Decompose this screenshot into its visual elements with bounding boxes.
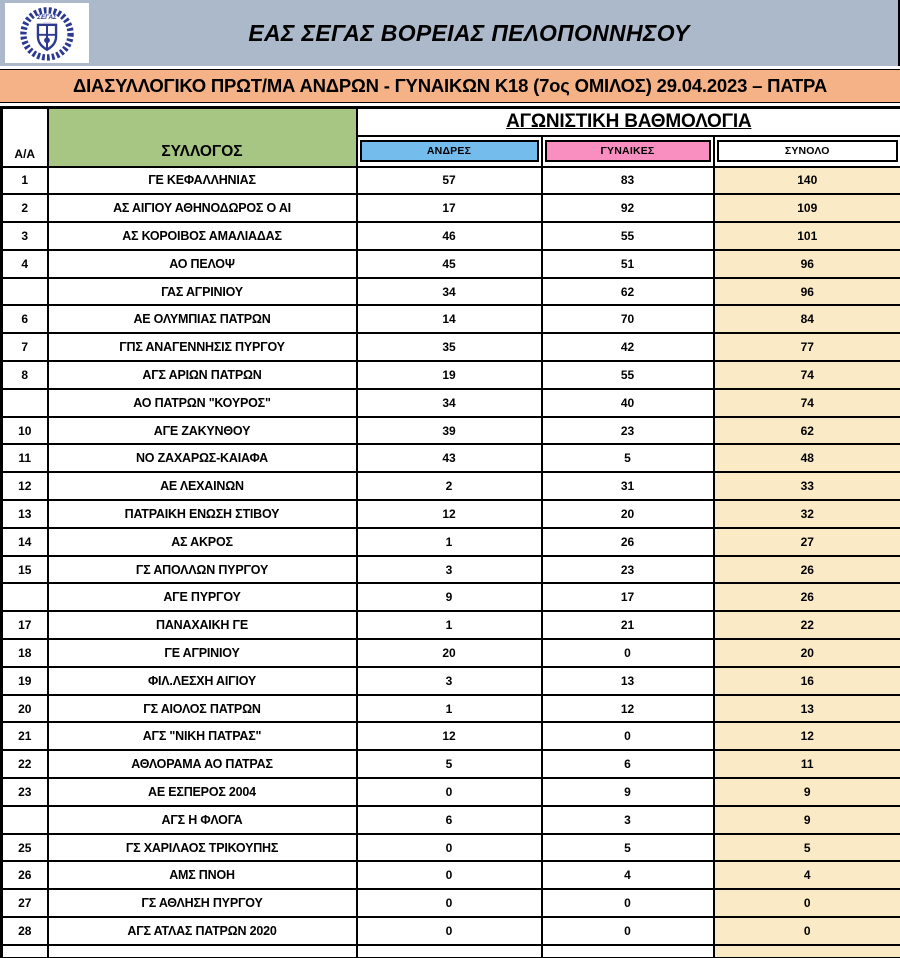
men-points-cell: 34 — [357, 278, 542, 306]
table-row — [2, 194, 900, 222]
rank-cell: 27 — [2, 889, 48, 917]
club-name-cell: ΠΑΤΡΑΙΚΗ ΕΝΩΣΗ ΣΤΙΒΟΥ — [48, 500, 357, 528]
women-points-cell: 12 — [542, 695, 714, 723]
total-points-cell: 74 — [714, 361, 900, 389]
column-header-scoring-group: ΑΓΩΝΙΣΤΙΚΗ ΒΑΘΜΟΛΟΓΙΑ — [357, 108, 900, 136]
rank-cell: 10 — [2, 417, 48, 445]
men-points-cell: 0 — [357, 778, 542, 806]
total-points-cell: 4 — [714, 861, 900, 889]
total-points-cell: 96 — [714, 278, 900, 306]
rank-cell: 11 — [2, 444, 48, 472]
total-points-cell: 74 — [714, 389, 900, 417]
men-points-cell: 1 — [357, 528, 542, 556]
table-row — [2, 528, 900, 556]
club-name-cell: ΓΣ ΑΠΟΛΛΩΝ ΠΥΡΓΟΥ — [48, 556, 357, 584]
women-points-cell: 6 — [542, 750, 714, 778]
men-points-cell: 43 — [357, 444, 542, 472]
women-points-cell: 0 — [542, 639, 714, 667]
club-name-cell: ΑΣ ΑΙΓΙΟΥ ΑΘΗΝΟΔΩΡΟΣ Ο ΑΙ — [48, 194, 357, 222]
club-name-cell: ΓΠΣ ΑΝΑΓΕΝΝΗΣΙΣ ΠΥΡΓΟΥ — [48, 333, 357, 361]
rank-cell: 23 — [2, 778, 48, 806]
segas-logo — [5, 3, 89, 63]
men-points-cell: 1 — [357, 695, 542, 723]
table-row — [2, 278, 900, 306]
rank-cell: 20 — [2, 695, 48, 723]
total-points-cell: 0 — [714, 917, 900, 945]
men-points-cell: 5 — [357, 750, 542, 778]
women-points-cell: 5 — [542, 444, 714, 472]
table-row — [2, 834, 900, 862]
rank-cell: 25 — [2, 834, 48, 862]
total-points-cell: 26 — [714, 556, 900, 584]
event-banner — [0, 69, 900, 103]
rank-cell — [2, 806, 48, 834]
rank-cell — [2, 278, 48, 306]
table-row — [2, 667, 900, 695]
page-title: ΕΑΣ ΣΕΓΑΣ ΒΟΡΕΙΑΣ ΠΕΛΟΠΟΝΝΗΣΟΥ — [248, 19, 690, 46]
men-points-cell: 19 — [357, 361, 542, 389]
table-row — [2, 222, 900, 250]
total-points-cell: 62 — [714, 417, 900, 445]
total-points-cell: 84 — [714, 305, 900, 333]
women-points-cell: 3 — [542, 806, 714, 834]
total-header-chip: ΣΥΝΟΛΟ — [717, 140, 899, 162]
table-row — [2, 472, 900, 500]
women-points-cell: 83 — [542, 167, 714, 195]
women-points-cell: 31 — [542, 472, 714, 500]
club-name-cell: ΑΜΣ ΠΝΟΗ — [48, 861, 357, 889]
partial-row — [2, 945, 900, 958]
club-name-cell: ΑΓΣ ΑΡΙΩΝ ΠΑΤΡΩΝ — [48, 361, 357, 389]
club-name-cell: ΑΓΣ ΑΤΛΑΣ ΠΑΤΡΩΝ 2020 — [48, 917, 357, 945]
total-points-cell: 5 — [714, 834, 900, 862]
table-row — [2, 583, 900, 611]
club-name-cell: ΑΓΕ ΖΑΚΥΝΘΟΥ — [48, 417, 357, 445]
column-header-women — [542, 136, 714, 167]
women-points-cell: 55 — [542, 361, 714, 389]
total-points-cell: 109 — [714, 194, 900, 222]
club-name-cell: ΑΓΣ "ΝΙΚΗ ΠΑΤΡΑΣ" — [48, 722, 357, 750]
rank-cell: 12 — [2, 472, 48, 500]
association-header — [0, 0, 900, 66]
column-header-total — [714, 136, 900, 167]
men-points-cell: 34 — [357, 389, 542, 417]
club-name-cell: ΑΓΕ ΠΥΡΓΟΥ — [48, 583, 357, 611]
table-row — [2, 444, 900, 472]
men-points-cell: 3 — [357, 556, 542, 584]
total-points-cell: 96 — [714, 250, 900, 278]
total-points-cell: 11 — [714, 750, 900, 778]
men-points-cell: 1 — [357, 611, 542, 639]
total-points-cell: 22 — [714, 611, 900, 639]
club-name-cell: ΓΣ ΑΙΟΛΟΣ ΠΑΤΡΩΝ — [48, 695, 357, 723]
table-row — [2, 556, 900, 584]
rank-cell: 15 — [2, 556, 48, 584]
rank-cell: 6 — [2, 305, 48, 333]
column-header-men — [357, 136, 542, 167]
rank-cell: 2 — [2, 194, 48, 222]
rank-cell: 21 — [2, 722, 48, 750]
table-row — [2, 361, 900, 389]
total-points-cell: 0 — [714, 889, 900, 917]
total-points-cell: 101 — [714, 222, 900, 250]
women-points-cell: 23 — [542, 556, 714, 584]
table-row — [2, 889, 900, 917]
event-banner-text: ΔΙΑΣΥΛΛΟΓΙΚΟ ΠΡΩΤ/ΜΑ ΑΝΔΡΩΝ - ΓΥΝΑΙΚΩΝ Κ18 (7ος ΟΜΙΛΟΣ) 29.04.2023 – ΠΑΤΡΑ — [73, 75, 827, 96]
total-points-cell: 77 — [714, 333, 900, 361]
women-points-cell: 23 — [542, 417, 714, 445]
total-points-cell: 140 — [714, 167, 900, 195]
women-header-chip: ΓΥΝΑΙΚΕΣ — [545, 140, 711, 162]
club-name-cell: ΑΣ ΑΚΡΟΣ — [48, 528, 357, 556]
club-name-cell: ΑΕ ΕΣΠΕΡΟΣ 2004 — [48, 778, 357, 806]
total-points-cell: 26 — [714, 583, 900, 611]
rank-cell: 17 — [2, 611, 48, 639]
table-row — [2, 417, 900, 445]
rank-cell: 26 — [2, 861, 48, 889]
men-points-cell: 12 — [357, 500, 542, 528]
club-name-cell: ΑΟ ΠΕΛΟΨ — [48, 250, 357, 278]
rank-cell: 13 — [2, 500, 48, 528]
women-points-cell: 4 — [542, 861, 714, 889]
women-points-cell: 20 — [542, 500, 714, 528]
club-name-cell: ΑΕ ΟΛΥΜΠΙΑΣ ΠΑΤΡΩΝ — [48, 305, 357, 333]
rank-cell: 7 — [2, 333, 48, 361]
total-points-cell: 33 — [714, 472, 900, 500]
segas-emblem-icon — [18, 4, 76, 62]
club-name-cell: ΝΟ ΖΑΧΑΡΩΣ-ΚΑΙΑΦΑ — [48, 444, 357, 472]
rank-cell: 1 — [2, 167, 48, 195]
men-points-cell: 3 — [357, 667, 542, 695]
column-header-club: ΣΥΛΛΟΓΟΣ — [48, 108, 357, 167]
total-points-cell: 9 — [714, 806, 900, 834]
men-points-cell: 35 — [357, 333, 542, 361]
scores-table-body — [2, 167, 900, 945]
table-row — [2, 305, 900, 333]
table-row — [2, 722, 900, 750]
rank-cell: 8 — [2, 361, 48, 389]
club-name-cell: ΑΣ ΚΟΡΟΙΒΟΣ ΑΜΑΛΙΑΔΑΣ — [48, 222, 357, 250]
men-points-cell: 6 — [357, 806, 542, 834]
rank-cell: 14 — [2, 528, 48, 556]
rank-cell: 22 — [2, 750, 48, 778]
women-points-cell: 42 — [542, 333, 714, 361]
women-points-cell: 0 — [542, 722, 714, 750]
men-points-cell: 45 — [357, 250, 542, 278]
rank-cell: 3 — [2, 222, 48, 250]
table-row — [2, 250, 900, 278]
women-points-cell: 40 — [542, 389, 714, 417]
men-points-cell: 20 — [357, 639, 542, 667]
men-points-cell: 57 — [357, 167, 542, 195]
club-name-cell: ΓΑΣ ΑΓΡΙΝΙΟΥ — [48, 278, 357, 306]
men-points-cell: 14 — [357, 305, 542, 333]
total-points-cell: 32 — [714, 500, 900, 528]
men-points-cell: 0 — [357, 861, 542, 889]
table-row — [2, 167, 900, 195]
women-points-cell: 62 — [542, 278, 714, 306]
club-name-cell: ΑΘΛΟΡΑΜΑ ΑΟ ΠΑΤΡΑΣ — [48, 750, 357, 778]
table-row — [2, 806, 900, 834]
total-points-cell: 12 — [714, 722, 900, 750]
scores-table-partial-row — [2, 945, 900, 958]
total-points-cell: 9 — [714, 778, 900, 806]
women-points-cell: 21 — [542, 611, 714, 639]
table-row — [2, 750, 900, 778]
rank-cell: 19 — [2, 667, 48, 695]
women-points-cell: 17 — [542, 583, 714, 611]
total-points-cell: 16 — [714, 667, 900, 695]
men-points-cell: 0 — [357, 889, 542, 917]
club-name-cell: ΓΣ ΧΑΡΙΛΑΟΣ ΤΡΙΚΟΥΠΗΣ — [48, 834, 357, 862]
rank-cell — [2, 389, 48, 417]
club-name-cell: ΓΕ ΚΕΦΑΛΛΗΝΙΑΣ — [48, 167, 357, 195]
women-points-cell: 5 — [542, 834, 714, 862]
club-name-cell: ΓΣ ΑΘΛΗΣΗ ΠΥΡΓΟΥ — [48, 889, 357, 917]
men-points-cell: 46 — [357, 222, 542, 250]
rank-cell — [2, 583, 48, 611]
women-points-cell: 0 — [542, 889, 714, 917]
scores-table — [0, 106, 900, 958]
table-row — [2, 611, 900, 639]
total-points-cell: 20 — [714, 639, 900, 667]
club-name-cell: ΑΓΣ Η ΦΛΟΓΑ — [48, 806, 357, 834]
segas-logo-subtext: ······· — [43, 20, 51, 25]
men-points-cell: 0 — [357, 834, 542, 862]
club-name-cell: ΓΕ ΑΓΡΙΝΙΟΥ — [48, 639, 357, 667]
club-name-cell: ΠΑΝΑΧΑΙΚΗ ΓΕ — [48, 611, 357, 639]
table-row — [2, 500, 900, 528]
men-header-chip: ΑΝΔΡΕΣ — [360, 140, 539, 162]
rank-cell: 18 — [2, 639, 48, 667]
rank-cell: 28 — [2, 917, 48, 945]
women-points-cell: 9 — [542, 778, 714, 806]
men-points-cell: 2 — [357, 472, 542, 500]
women-points-cell: 92 — [542, 194, 714, 222]
women-points-cell: 0 — [542, 917, 714, 945]
table-row — [2, 861, 900, 889]
table-row — [2, 389, 900, 417]
women-points-cell: 55 — [542, 222, 714, 250]
club-name-cell: ΑΕ ΛΕΧΑΙΝΩΝ — [48, 472, 357, 500]
table-row — [2, 639, 900, 667]
club-name-cell: ΑΟ ΠΑΤΡΩΝ "ΚΟΥΡΟΣ" — [48, 389, 357, 417]
women-points-cell: 70 — [542, 305, 714, 333]
column-header-rank: Α/Α — [2, 108, 48, 167]
women-points-cell: 51 — [542, 250, 714, 278]
total-points-cell: 48 — [714, 444, 900, 472]
men-points-cell: 0 — [357, 917, 542, 945]
total-points-cell: 13 — [714, 695, 900, 723]
men-points-cell: 9 — [357, 583, 542, 611]
table-row — [2, 333, 900, 361]
table-row — [2, 695, 900, 723]
women-points-cell: 26 — [542, 528, 714, 556]
scores-table-header — [2, 108, 900, 167]
men-points-cell: 39 — [357, 417, 542, 445]
women-points-cell: 13 — [542, 667, 714, 695]
men-points-cell: 12 — [357, 722, 542, 750]
total-points-cell: 27 — [714, 528, 900, 556]
rank-cell: 4 — [2, 250, 48, 278]
men-points-cell: 17 — [357, 194, 542, 222]
table-row — [2, 917, 900, 945]
club-name-cell: ΦΙΛ.ΛΕΣΧΗ ΑΙΓΙΟΥ — [48, 667, 357, 695]
table-row — [2, 778, 900, 806]
segas-logo-text: ΣΕΓΑΣ — [37, 13, 57, 21]
